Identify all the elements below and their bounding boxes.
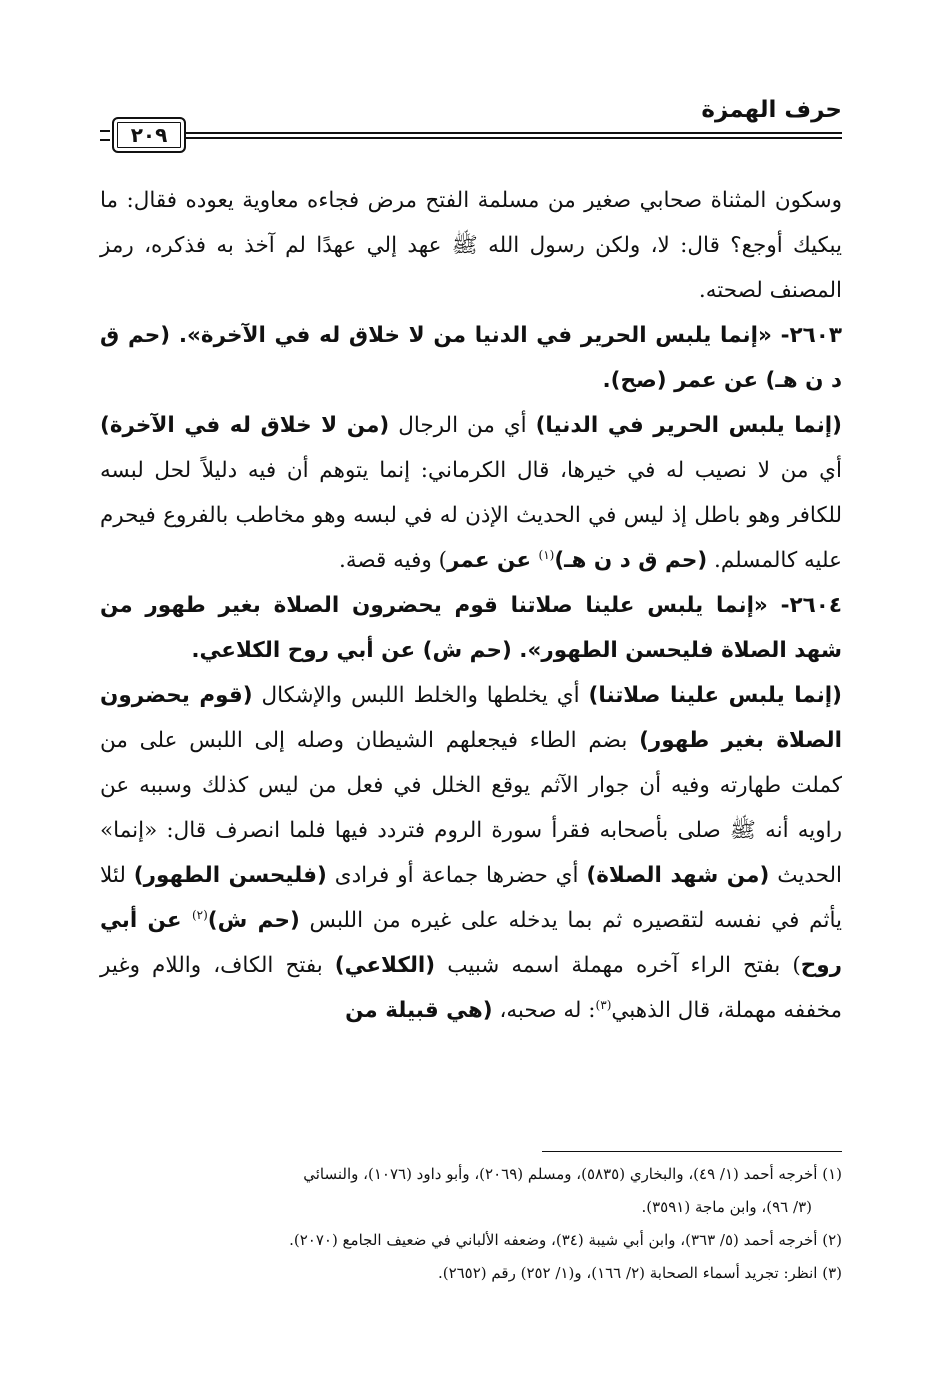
commentary-2603 — [100, 403, 842, 583]
running-title: حرف الهمزة — [701, 97, 842, 123]
source-codes: (حم ش) — [207, 908, 300, 933]
footnote-3: (٣) انظر: تجريد أسماء الصحابة (٢/ ١٦٦)، و(١/ ٢٥٢) رقم (٢٦٥٢). — [437, 1264, 842, 1282]
footnote-1: (١) أخرجه أحمد (١/ ٤٩)، والبخاري (٥٨٣٥)، ومسلم (٢٠٦٩)، وأبو داود (١٠٧٦)، والنسائي — [303, 1165, 842, 1183]
quote-bold: (إنما يلبس علينا صلاتنا) — [588, 683, 842, 708]
commentary-text: أي يخلطها والخلط اللبس والإشكال — [252, 683, 589, 708]
hadith-2603: ٢٦٠٣- «إنما يلبس الحرير في الدنيا من لا خلاق له في الآخرة». (حم ق د ن هـ) عن عمر (صح). — [100, 323, 842, 393]
commentary-text: بضم الطاء فيجعلهم الشيطان وصله إلى اللبس على من كملت طهارته وفيه أن جوار الآثم يوقع الخلل في فعل من ليس كذلك وسببه عن راويه أنه ﷺ صلى بأصحابه فقرأ سورة الروم فتردد فيها فلما انصرف قال: «إنما» الحديث — [100, 728, 842, 888]
commentary-text: أي من الرجال — [389, 413, 536, 438]
narrator-name: عن أبي روح — [100, 908, 842, 978]
body-text — [100, 178, 842, 1033]
quote-bold: (قوم يحضرون الصلاة بغير طهور) — [100, 683, 842, 753]
source-codes: (حم ق د ن هـ) — [554, 548, 708, 573]
commentary-2604 — [100, 673, 842, 1033]
header-edge-mark — [100, 130, 110, 141]
quote-bold: (من لا خلاق له في الآخرة) — [100, 413, 390, 438]
paragraph-continuation: وسكون المثناة صحابي صغير من مسلمة الفتح مرض فجاءه معاوية يعوده فقال: ما يبكيك أوجع؟ قال: لا، ولكن رسول الله ﷺ عهد إلي عهدًا لم آخذ به فذكره، رمز المصنف لصحته. — [100, 188, 842, 303]
footnote-ref-2[interactable]: (٢) — [191, 907, 208, 922]
commentary-text: : له صحبه، — [492, 998, 596, 1023]
footnote-2: (٢) أخرجه أحمد (٥/ ٣٦٣)، وابن أبي شيبة (٣٤)، وضعفه الألباني في ضعيف الجامع (٢٠٧٠). — [289, 1231, 842, 1249]
book-page — [100, 88, 842, 1328]
footnotes — [100, 1158, 842, 1290]
quote-bold: (إنما يلبس الحرير في الدنيا) — [535, 413, 842, 438]
quote-bold: (الكلاعي) — [334, 953, 436, 978]
page-number: ٢٠٩ — [112, 117, 186, 153]
commentary-text: ) بفتح الراء آخره مهملة اسمه شبيب — [435, 953, 801, 978]
narrator-name: عن عمر — [447, 548, 539, 573]
footnote-1-continued: (٣/ ٩٦)، وابن ماجة (٣٥٩١). — [641, 1198, 812, 1216]
quote-bold: (فليحسن الطهور) — [133, 863, 327, 888]
commentary-text: أي من لا نصيب له في خيرها، قال الكرماني: إنما يتوهم أن فيه دليلاً لحل لبسه للكافر وهو باطل إذ ليس في الحديث الإذن له في لبسه وهو مخاطب بالفروع فيحرم عليه كالمسلم. — [100, 458, 842, 573]
hadith-2604: ٢٦٠٤- «إنما يلبس علينا صلاتنا قوم يحضرون الصلاة بغير طهور من شهد الصلاة فليحسن الطهور». (حم ش) عن أبي روح الكلاعي. — [100, 593, 842, 663]
footnote-ref-3[interactable]: (٣) — [595, 997, 612, 1012]
quote-bold: (هي قبيلة من — [345, 998, 493, 1023]
commentary-text: لئلا يأثم في نفسه لتقصيره ثم بما يدخله على غيره من اللبس — [100, 863, 842, 933]
quote-bold: (من شهد الصلاة) — [586, 863, 770, 888]
commentary-text: ) وفيه قصة. — [339, 548, 448, 573]
header-double-rule — [184, 132, 842, 139]
commentary-text: أي حضرها جماعة أو فرادى — [326, 863, 587, 888]
footnote-ref-1[interactable]: (١) — [538, 547, 555, 562]
commentary-text: بفتح الكاف، واللام وغير مخففه مهملة، قال الذهبي — [100, 953, 842, 1023]
footnote-separator — [542, 1151, 842, 1152]
